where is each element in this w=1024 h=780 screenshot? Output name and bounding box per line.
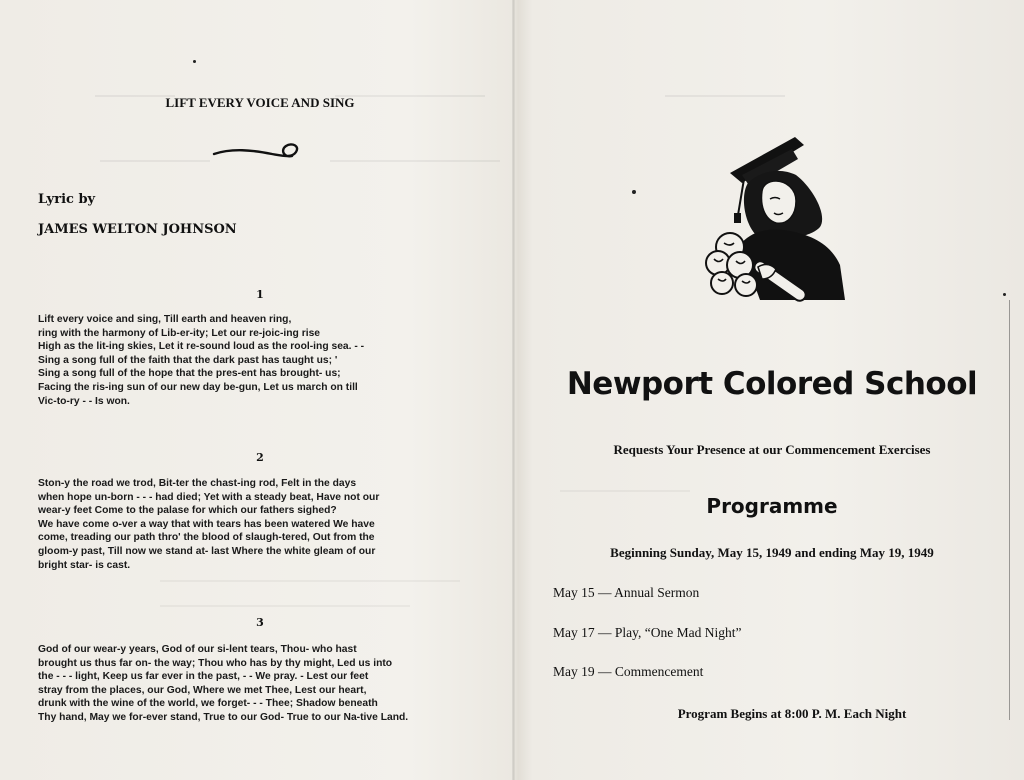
stanza-number: 1 (256, 288, 264, 301)
song-title: LIFT EVERY VOICE AND SING (165, 95, 355, 110)
ink-speck (1003, 293, 1006, 296)
stanza-number: 3 (256, 616, 264, 629)
graduate-illustration (700, 135, 850, 305)
bleed-through-mark (160, 580, 460, 592)
ink-speck (193, 60, 196, 63)
page-edge (1009, 300, 1024, 720)
invitation-line: Requests Your Presence at our Commencement Exercises (613, 442, 931, 457)
bleed-through-mark (100, 160, 210, 172)
author-name: JAMES WELTON JOHNSON (38, 222, 237, 237)
program-event: May 19 — Commencement (553, 664, 704, 679)
school-name: Newport Colored School (566, 366, 978, 402)
stanza-number: 2 (256, 451, 264, 464)
bleed-through-mark (160, 605, 410, 617)
programme-heading: Programme (706, 494, 838, 518)
program-event: May 15 — Annual Sermon (553, 585, 700, 600)
bleed-through-mark (665, 95, 785, 107)
flourish-ornament (212, 138, 307, 170)
ink-speck (632, 190, 636, 194)
stanza-text: Lift every voice and sing, Till earth and heaven ring, ring with the harmony of Lib-er-ity; Let our re-joic-ing rise High as the lit-ing skies, Let it re-sound loud as the rool-ing sea. - - Sing a song full of the faith that the dark past has taught us; ' Sing a song full of the hope that the pres-ent has brought- us; Facing the ris-ing sun of our new day be-gun, Let us march on till Vic-to-ry - - Is won. (38, 314, 365, 407)
date-range: Beginning Sunday, May 15, 1949 and ending May 19, 1949 (610, 545, 934, 560)
bleed-through-mark (330, 160, 500, 172)
program-start-time: Program Begins at 8:00 P. M. Each Night (677, 706, 907, 721)
stanza-text: Ston-y the road we trod, Bit-ter the chast-ing rod, Felt in the days when hope un-born - - - had died; Yet with a steady beat, Have not our wear-y feet Come to the palase for which our fathers sighed? We have come o-ver a way that with tears has been watered We have come, treading our path thro' the blood of slaugh-tered, Out from the gloom-y past, Till now we stand at- last Where the white gleam of our bright star- is cast. (38, 478, 380, 571)
page-fold (512, 0, 515, 780)
lyric-by-label: Lyric by (38, 192, 96, 207)
program-event: May 17 — Play, “One Mad Night” (553, 625, 742, 640)
stanza-text: God of our wear-y years, God of our si-lent tears, Thou- who hast brought us thus far on- the way; Thou who has by thy might, Led us into the - - - light, Keep us far ever in the past, - - We pray. - Lest our feet stray from the places, our God, Where we met Thee, Lest our heart, drunk with the wine of the world, we forget- - - Thee; Shadow beneath Thy hand, May we for-ever stand, True to our God- True to our Na-tive Land. (38, 644, 409, 723)
